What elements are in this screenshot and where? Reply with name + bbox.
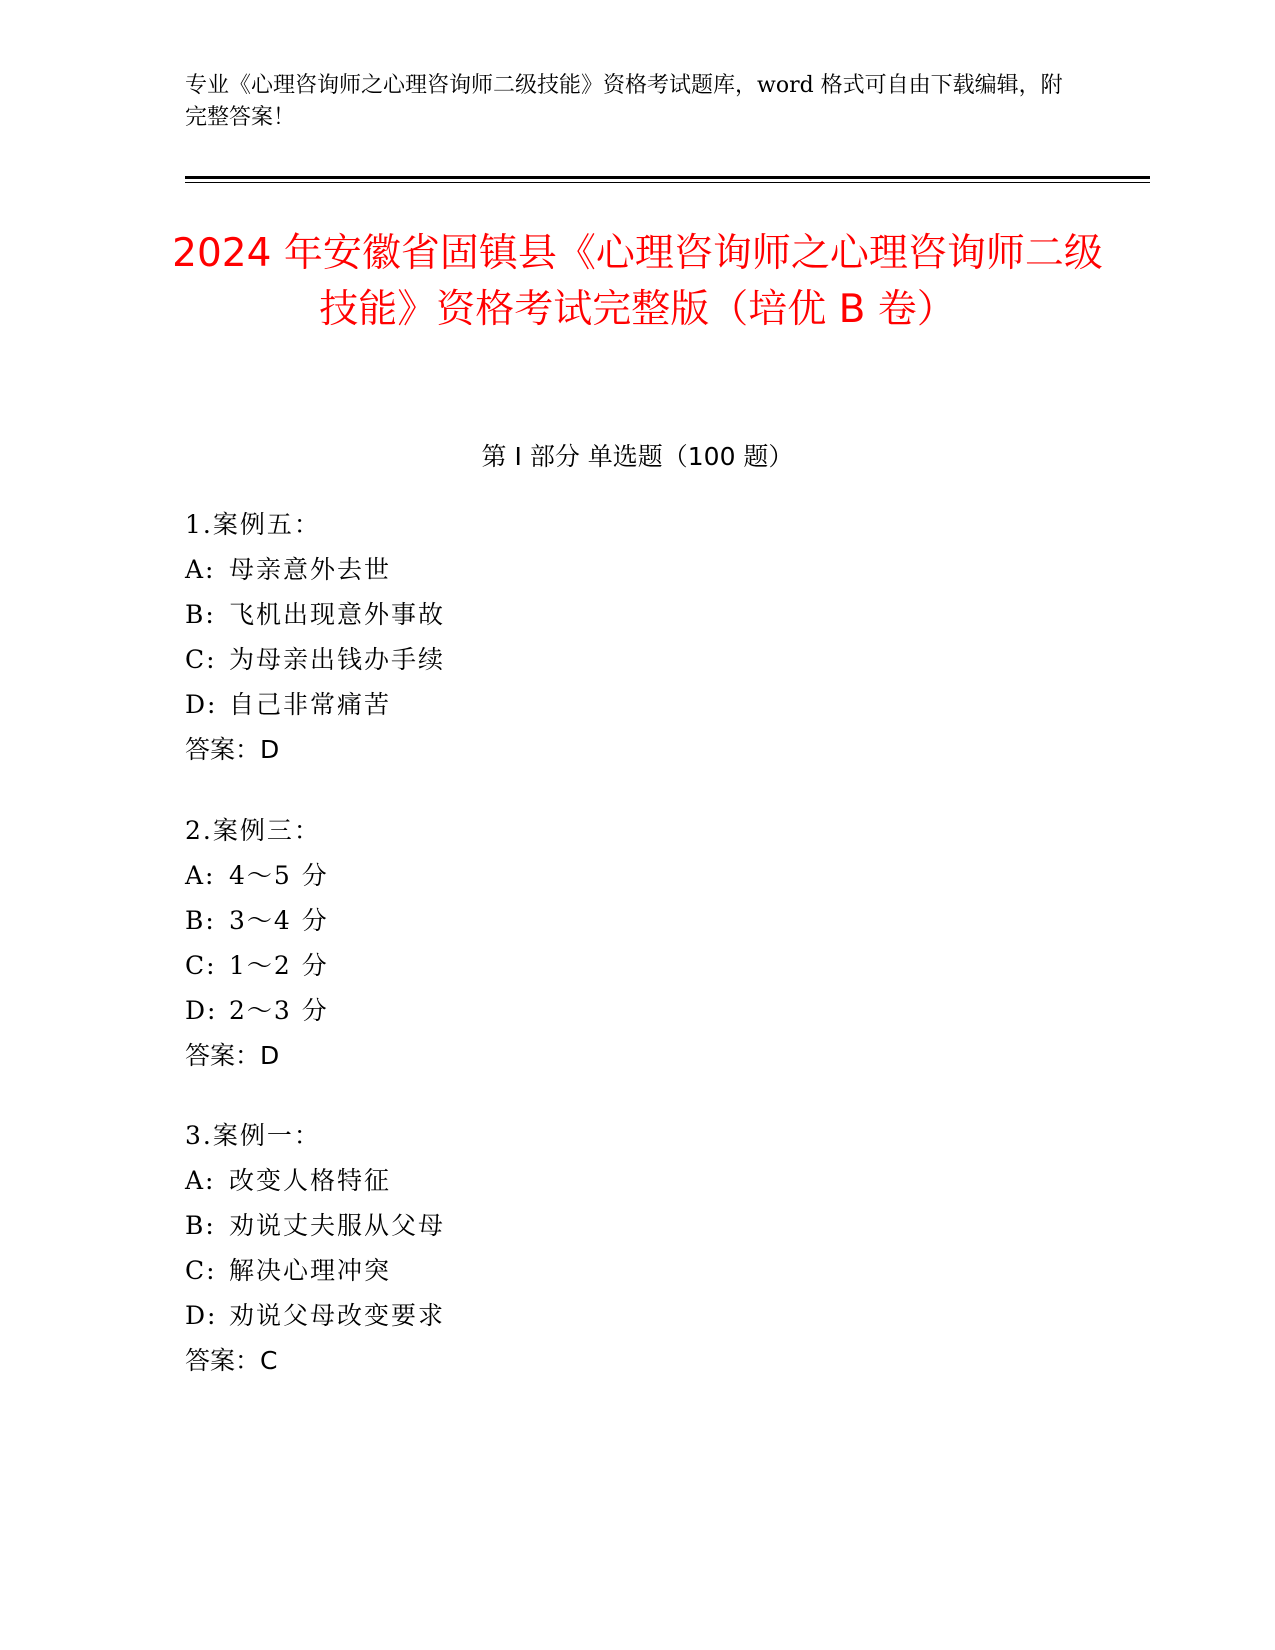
option-text: 改变人格特征 <box>229 1166 392 1195</box>
option-text: 母亲意外去世 <box>229 555 392 584</box>
question-stem: 1.案例五： <box>185 510 321 539</box>
option-d <box>185 988 885 1033</box>
option-letter: B: <box>185 600 216 629</box>
answer-label: 答案： <box>185 735 261 764</box>
answer-value: D <box>260 1041 280 1070</box>
question-3 <box>185 1113 885 1383</box>
answer-value: D <box>260 735 280 764</box>
option-text: 劝说父母改变要求 <box>229 1301 446 1330</box>
question-2 <box>185 808 885 1078</box>
answer-label: 答案： <box>185 1346 261 1375</box>
option-c <box>185 1248 885 1293</box>
option-letter: A: <box>185 861 216 890</box>
option-letter: D: <box>185 1301 218 1330</box>
header-divider-thin <box>185 182 1150 183</box>
option-b <box>185 592 885 637</box>
option-letter: B: <box>185 1211 216 1240</box>
answer-line <box>185 1033 885 1078</box>
option-c <box>185 943 885 988</box>
option-letter: D: <box>185 996 218 1025</box>
answer-line <box>185 1338 885 1383</box>
option-a <box>185 853 885 898</box>
option-letter: C: <box>185 951 217 980</box>
option-text: 3～4 分 <box>229 906 329 935</box>
option-letter: C: <box>185 1256 217 1285</box>
answer-label: 答案： <box>185 1041 261 1070</box>
option-letter: C: <box>185 645 217 674</box>
option-text: 1～2 分 <box>229 951 329 980</box>
header-note: 专业《心理咨询师之心理咨询师二级技能》资格考试题库，word 格式可自由下载编辑，附完整答案！ <box>185 73 1063 130</box>
header-divider-thick <box>185 176 1150 179</box>
document-title: 2024 年安徽省固镇县《心理咨询师之心理咨询师二级技能》资格考试完整版（培优 B 卷） <box>172 231 1103 332</box>
option-text: 4～5 分 <box>229 861 329 890</box>
option-text: 飞机出现意外事故 <box>229 600 446 629</box>
question-1 <box>185 502 885 772</box>
option-a <box>185 547 885 592</box>
option-b <box>185 1203 885 1248</box>
option-a <box>185 1158 885 1203</box>
option-text: 为母亲出钱办手续 <box>229 645 446 674</box>
option-text: 劝说丈夫服从父母 <box>229 1211 446 1240</box>
answer-value: C <box>260 1346 278 1375</box>
section-title: 第 I 部分 单选题（100 题） <box>481 442 794 471</box>
option-d <box>185 1293 885 1338</box>
option-c <box>185 637 885 682</box>
question-stem: 3.案例一： <box>185 1121 321 1150</box>
option-letter: A: <box>185 555 216 584</box>
option-text: 解决心理冲突 <box>229 1256 392 1285</box>
question-stem: 2.案例三： <box>185 816 321 845</box>
option-letter: B: <box>185 906 216 935</box>
option-text: 2～3 分 <box>229 996 329 1025</box>
option-letter: A: <box>185 1166 216 1195</box>
option-letter: D: <box>185 690 218 719</box>
option-text: 自己非常痛苦 <box>229 690 392 719</box>
option-b <box>185 898 885 943</box>
option-d <box>185 682 885 727</box>
answer-line <box>185 727 885 772</box>
